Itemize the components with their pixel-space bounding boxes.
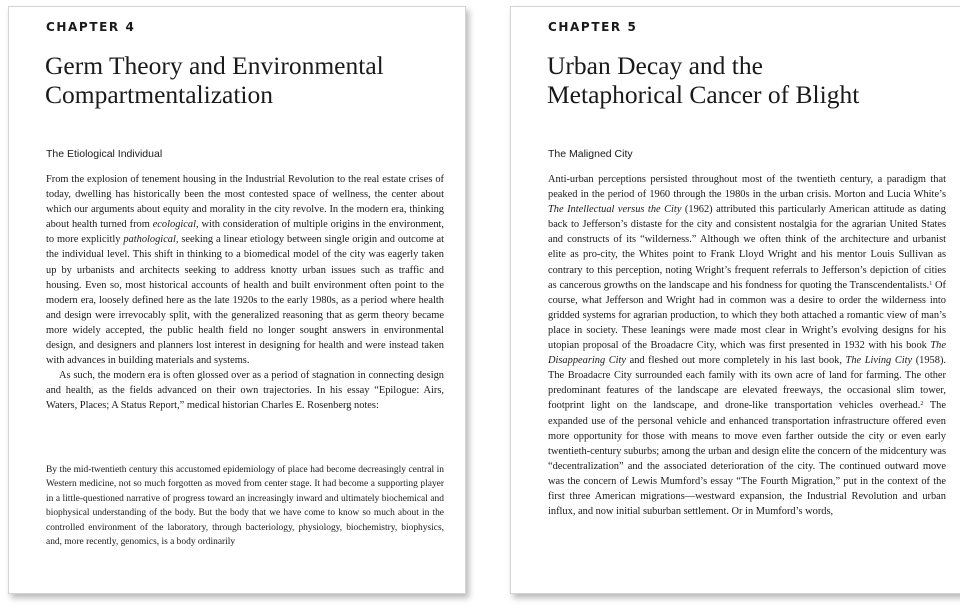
section-heading: The Maligned City: [548, 148, 633, 160]
paragraph: As such, the modern era is often glossed over as a period of stagnation in connecting design and health, as the fields advanced on their own trajectories. In his essay “Epilogue: Airs, Waters, Places; A Status Report,” medical historian Charles E. Rosenberg notes:: [46, 370, 444, 412]
book-title: The Intellectual versus the City: [548, 204, 682, 216]
body-text: [46, 172, 444, 414]
text-run: From the explosion of tenement housing in the Industrial Revolution to the real estate crises of today, dwelling has historically been the most contested space of wellness, the center about which our arguments about equity and morality in the city revolve. In the modern era, thinking about health turned from: [46, 174, 444, 231]
book-title: The Living City: [845, 355, 913, 367]
chapter-title-line-1: Germ Theory and Environmental: [45, 51, 384, 80]
body-text: [548, 172, 946, 519]
footnote-marker: 1: [929, 280, 933, 287]
chapter-title: [547, 51, 947, 109]
text-run: and fleshed out more completely in his last book,: [626, 355, 846, 367]
section-heading: The Etiological Individual: [46, 148, 163, 160]
chapter-title-line-2: Metaphorical Cancer of Blight: [547, 80, 860, 109]
chapter-label: CHAPTER 4: [46, 20, 136, 34]
chapter-title-line-1: Urban Decay and the: [547, 51, 763, 80]
left-book-page: [8, 6, 466, 594]
text-run: Anti-urban perceptions persisted throughout most of the twentieth century, a paradigm that peaked in the period of 1960 through the 1980s in the urban crisis. Morton and Lucia White’s: [548, 174, 946, 201]
book-title: The Disappearing City: [548, 340, 946, 367]
right-book-page: [510, 6, 960, 594]
italic-term: pathological,: [123, 234, 179, 246]
text-run: with consideration of multiple origins in the environment, to more explicitly: [46, 219, 444, 246]
text-run: Of course, what Jefferson and Wright had in common was a desire to order the wilderness into gridded systems for agrarian production, to which they both attached a romantic view of man’s place in society. These leanings were made most clear in Wright’s evolving designs for his utopian proposal of the Broadacre City, which was first presented in 1932 with his book: [548, 279, 946, 352]
text-run: (1958). The Broadacre City surrounded each family with its own acre of land for farming. The other predominant features of the landscape are elevated freeways, the occasional slim tower, footprint light on the landscape, and drone-like transportation vehicles overhead.: [548, 355, 947, 412]
paragraph: [46, 172, 444, 368]
text-run: The expanded use of the personal vehicle and enhanced transportation infrastructure offered even more opportunity for those with means to move even farther outside the city or even early twentieth-century suburbs; among the urban and design elite the concern of the midcentury was “decentralization” and the associated deterioration of the city. The continued outward move was the concern of Lewis Mumford’s essay “The Fourth Migration,” put in the context of the first three American migrations—westward expansion, the Industrial Revolution and urban influx, and now initial suburban settlement. Or in Mumford’s words,: [548, 400, 946, 518]
block-quote: By the mid-twentieth century this accustomed epidemiology of place had become decreasingly central in Western medicine, not so much forgotten as moved from center stage. It had become a supporting player in a little-questioned narrative of progress toward an increasingly inward and ultimately biochemical and biophysical understanding of the body. But the body that we have come to know so much about in the controlled environment of the laboratory, through bacteriology, physiology, biochemistry, biophysics, and, more recently, genomics, is a body ordinarily: [46, 465, 444, 548]
text-run: seeking a linear etiology between single origin and outcome at the individual level. This shift in thinking to a biomedical model of the city was eagerly taken up by urbanists and architects seeking to address knotty urban issues such as traffic and housing. Even so, most historical accounts of health and built environment often point to the modern era, loosely defined here as the late 1920s to the early 1980s, as a period where health and design were irrevocably split, with the generalized reasoning that as germ theory became more widely accepted, the public health field no longer sought answers in environmental design, and designers and planners lost interest in designing for health and were instead taken with advances in building materials and systems.: [46, 234, 445, 367]
paragraph: [548, 172, 946, 519]
chapter-label: CHAPTER 5: [548, 20, 638, 34]
footnote-marker: 2: [920, 401, 924, 408]
chapter-title: [45, 51, 445, 109]
italic-term: ecological,: [152, 219, 199, 231]
text-run: (1962) attributed this particularly American attitude as dating back to Jefferson’s distaste for the city and consistent nostalgia for the agrarian United States and constructs of its “wilderness.” Although we often think of the architecture and urbanist elite as pro-city, the Whites point to Frank Lloyd Wright and his mentor Louis Sullivan as contrary to this perception, noting Wright’s frequent referrals to Jefferson’s depiction of cities as cancerous growths on the landscape and his fondness for quoting the Transcendentalists.: [548, 204, 946, 291]
chapter-title-line-2: Compartmentalization: [45, 80, 274, 109]
